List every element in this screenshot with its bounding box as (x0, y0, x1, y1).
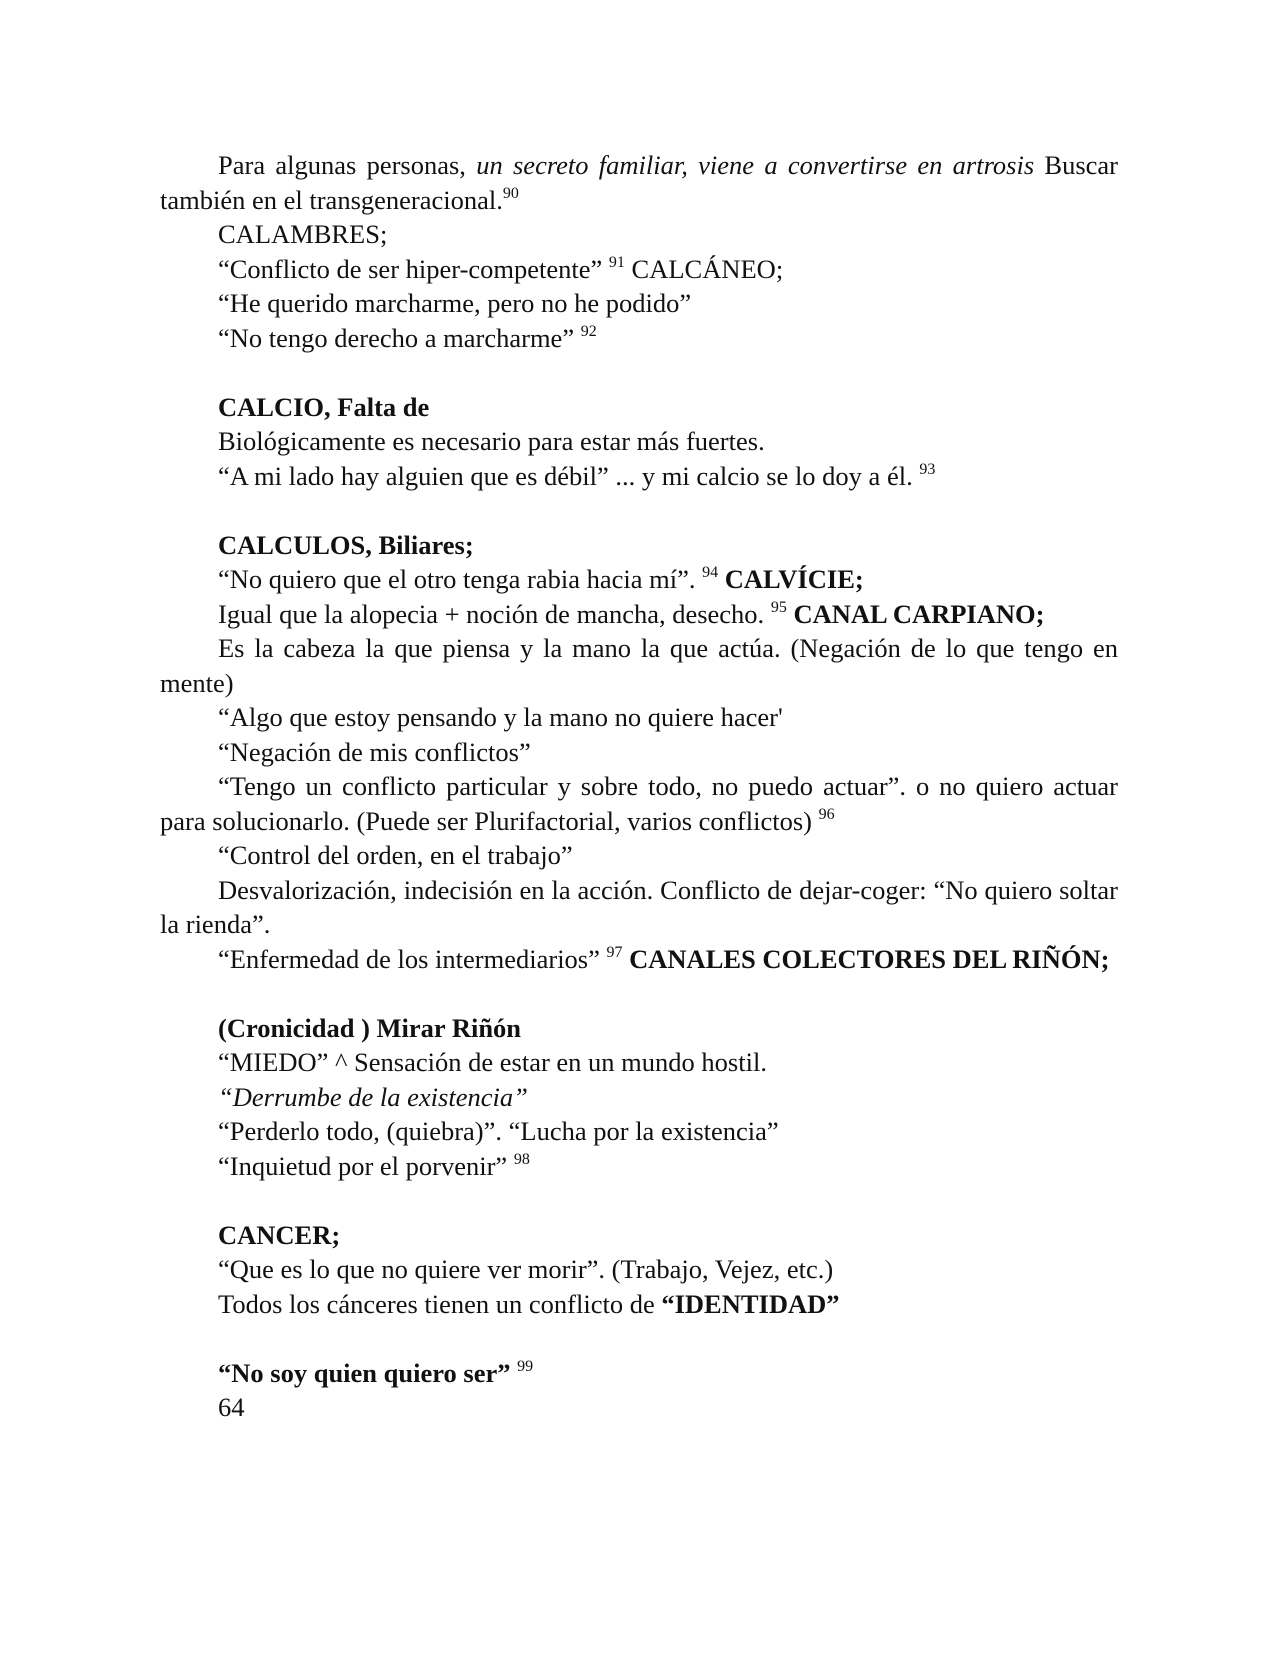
entry-heading: CALVÍCIE; (718, 564, 864, 594)
entry-heading: CANAL CARPIANO; (786, 598, 1045, 629)
text: “Conflicto de ser hiper-competente” (218, 253, 609, 284)
text: “A mi lado hay alguien que es débil” ... y mi calcio se lo doy a él. (218, 460, 920, 491)
text: CALCÁNEO; (624, 253, 784, 284)
paragraph-desvalorizacion (160, 873, 1118, 942)
spacer (160, 1321, 1118, 1356)
footnote-ref[interactable]: 99 (517, 1357, 534, 1375)
footnote-ref[interactable]: 91 (608, 253, 625, 271)
paragraph-tengo-conflicto (160, 769, 1118, 838)
heading-calcio (160, 390, 1118, 425)
text: “Inquietud por el porvenir” (218, 1150, 514, 1181)
entry-heading: CANCER; (218, 1219, 341, 1250)
text: Buscar también en el transgeneracional. (160, 150, 1119, 215)
heading-nosoy (160, 1356, 1118, 1391)
entry-heading: CANALES COLECTORES DEL RIÑÓN; (622, 943, 1110, 974)
paragraph-identidad (160, 1287, 1118, 1322)
paragraph-intermediarios (160, 942, 1118, 977)
paragraph-algo (160, 700, 1118, 735)
paragraph-alopecia (160, 597, 1118, 632)
heading-cronicidad (160, 1011, 1118, 1046)
text: “Tengo un conflicto particular y sobre todo, no puedo actuar”. o no quiero actuar para solucionarlo. (Puede ser Plurifactorial, varios conflictos) (160, 771, 1118, 836)
document-page (160, 148, 1118, 1425)
paragraph-morir (160, 1252, 1118, 1287)
paragraph-miedo (160, 1045, 1118, 1080)
text: CALAMBRES; (218, 219, 388, 249)
text: “Perderlo todo, (quiebra)”. “Lucha por la existencia” (218, 1116, 779, 1146)
text: Desvalorización, indecisión en la acción. Conflicto de dejar-coger: “No quiero soltar la rienda”. (160, 874, 1118, 939)
spacer (160, 976, 1118, 1011)
paragraph-derecho (160, 321, 1118, 356)
paragraph-rabia (160, 562, 1118, 597)
heading-calculos (160, 528, 1118, 563)
entry-heading: CALCIO, Falta de (218, 391, 430, 422)
entry-heading: (Cronicidad ) Mirar Riñón (218, 1012, 522, 1043)
spacer (160, 493, 1118, 528)
text: “Algo que estoy pensando y la mano no quiere hacer' (218, 702, 783, 732)
italic-text: “Derrumbe de la existencia” (218, 1081, 528, 1112)
footnote-ref[interactable]: 92 (580, 322, 597, 340)
emphasis-text: “IDENTIDAD” (661, 1288, 840, 1319)
text: Biológicamente es necesario para estar más fuertes. (218, 426, 765, 456)
paragraph-calambres (160, 217, 1118, 252)
heading-cancer (160, 1218, 1118, 1253)
paragraph-competente (160, 252, 1118, 287)
text: Igual que la alopecia + noción de mancha, desecho. (218, 598, 771, 629)
footnote-ref[interactable]: 98 (513, 1150, 530, 1168)
italic-text: un secreto familiar, viene a convertirse en artrosis (476, 150, 1035, 180)
text: “Control del orden, en el trabajo” (218, 840, 573, 870)
spacer (160, 355, 1118, 390)
footnote-ref[interactable]: 97 (606, 943, 623, 961)
entry-heading: “No soy quien quiero ser” (218, 1357, 511, 1388)
footnote-ref[interactable]: 94 (702, 564, 719, 581)
text: “Que es lo que no quiere ver morir”. (Trabajo, Vejez, etc.) (218, 1254, 834, 1284)
entry-heading: CALCULOS, Biliares; (218, 529, 474, 560)
paragraph-debil (160, 459, 1118, 494)
page-number (160, 1390, 1118, 1425)
footnote-ref[interactable]: 95 (770, 598, 787, 616)
footnote-ref[interactable]: 90 (502, 184, 519, 202)
text: “Negación de mis conflictos” (218, 736, 531, 767)
paragraph-marcharme (160, 286, 1118, 321)
text: Para algunas personas, (218, 150, 477, 180)
text: “Enfermedad de los intermediarios” (218, 943, 607, 974)
text: Todos los cánceres tienen un conflicto de (218, 1288, 662, 1319)
paragraph-biologicamente (160, 424, 1118, 459)
paragraph-derrumbe (160, 1080, 1118, 1115)
text: “No quiero que el otro tenga rabia hacia mí”. (218, 564, 703, 594)
paragraph-perderlo (160, 1114, 1118, 1149)
paragraph-artrosis (160, 148, 1118, 217)
footnote-ref[interactable]: 96 (818, 805, 835, 823)
page-number-text: 64 (218, 1392, 245, 1422)
paragraph-cabeza (160, 631, 1118, 700)
footnote-ref[interactable]: 93 (919, 460, 936, 478)
text: “He querido marcharme, pero no he podido” (218, 288, 692, 318)
spacer (160, 1183, 1118, 1218)
text: Es la cabeza la que piensa y la mano la que actúa. (Negación de lo que tengo en mente) (160, 633, 1118, 698)
paragraph-inquietud (160, 1149, 1118, 1184)
paragraph-negacion (160, 735, 1118, 770)
text: “MIEDO” ^ Sensación de estar en un mundo hostil. (218, 1047, 767, 1077)
text: “No tengo derecho a marcharme” (218, 322, 581, 353)
paragraph-control (160, 838, 1118, 873)
